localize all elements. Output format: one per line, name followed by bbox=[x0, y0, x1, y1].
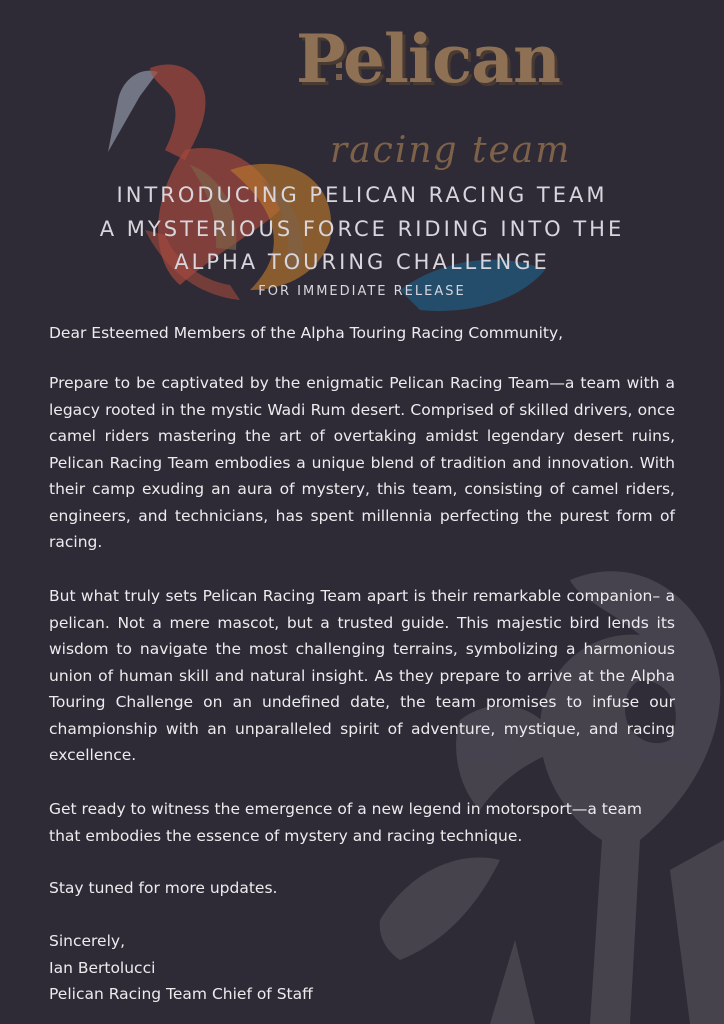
paragraph-intro: Prepare to be captivated by the enigmatic Pelican Racing Team—a team with a legacy rooted in the mystic Wadi Rum desert. Comprised of skilled drivers, once camel riders mastering the art of overtaking amidst legendary desert ruins, Pelican Racing Team embodies a unique blend of tradition and innovation. With their camp exuding an aura of mystery, this team, consisting of camel riders, engineers, and technicians, has spent millennia perfecting the purest form of racing. bbox=[49, 374, 675, 551]
logo-wordmark: Pelican bbox=[296, 20, 560, 98]
headline-line-3: ALPHA TOURING CHALLENGE bbox=[174, 250, 550, 274]
paragraph-legend: Get ready to witness the emergence of a new legend in motorsport—a team that embodies the essence of mystery and racing technique. bbox=[49, 800, 642, 845]
signer-title: Pelican Racing Team Chief of Staff bbox=[49, 985, 313, 1003]
headline-line-1: INTRODUCING PELICAN RACING TEAM bbox=[116, 183, 608, 207]
release-label: FOR IMMEDIATE RELEASE bbox=[258, 284, 466, 299]
logo-tagline: racing team bbox=[330, 130, 572, 171]
signature-block bbox=[49, 928, 313, 1008]
signer-name: Ian Bertolucci bbox=[49, 958, 156, 977]
paragraph-stay-tuned: Stay tuned for more updates. bbox=[49, 879, 278, 897]
paragraph-companion: But what truly sets Pelican Racing Team apart is their remarkable companion– a pelican. Not a mere mascot, but a trusted guide. This majestic bird lends its wisdom to navigate the most challenging terrains, symbolizing a harmonious union of human skill and natural insight. As they prepare to arrive at the Alpha Touring Challenge on an undefined date, the team promises to infuse our championship with an unparalleled spirit of adventure, mystique, and racing excellence. bbox=[49, 587, 675, 764]
closing: Sincerely, bbox=[49, 932, 126, 950]
headline-line-2: A MYSTERIOUS FORCE RIDING INTO THE bbox=[99, 217, 625, 241]
greeting: Dear Esteemed Members of the Alpha Touring Racing Community, bbox=[49, 324, 564, 342]
